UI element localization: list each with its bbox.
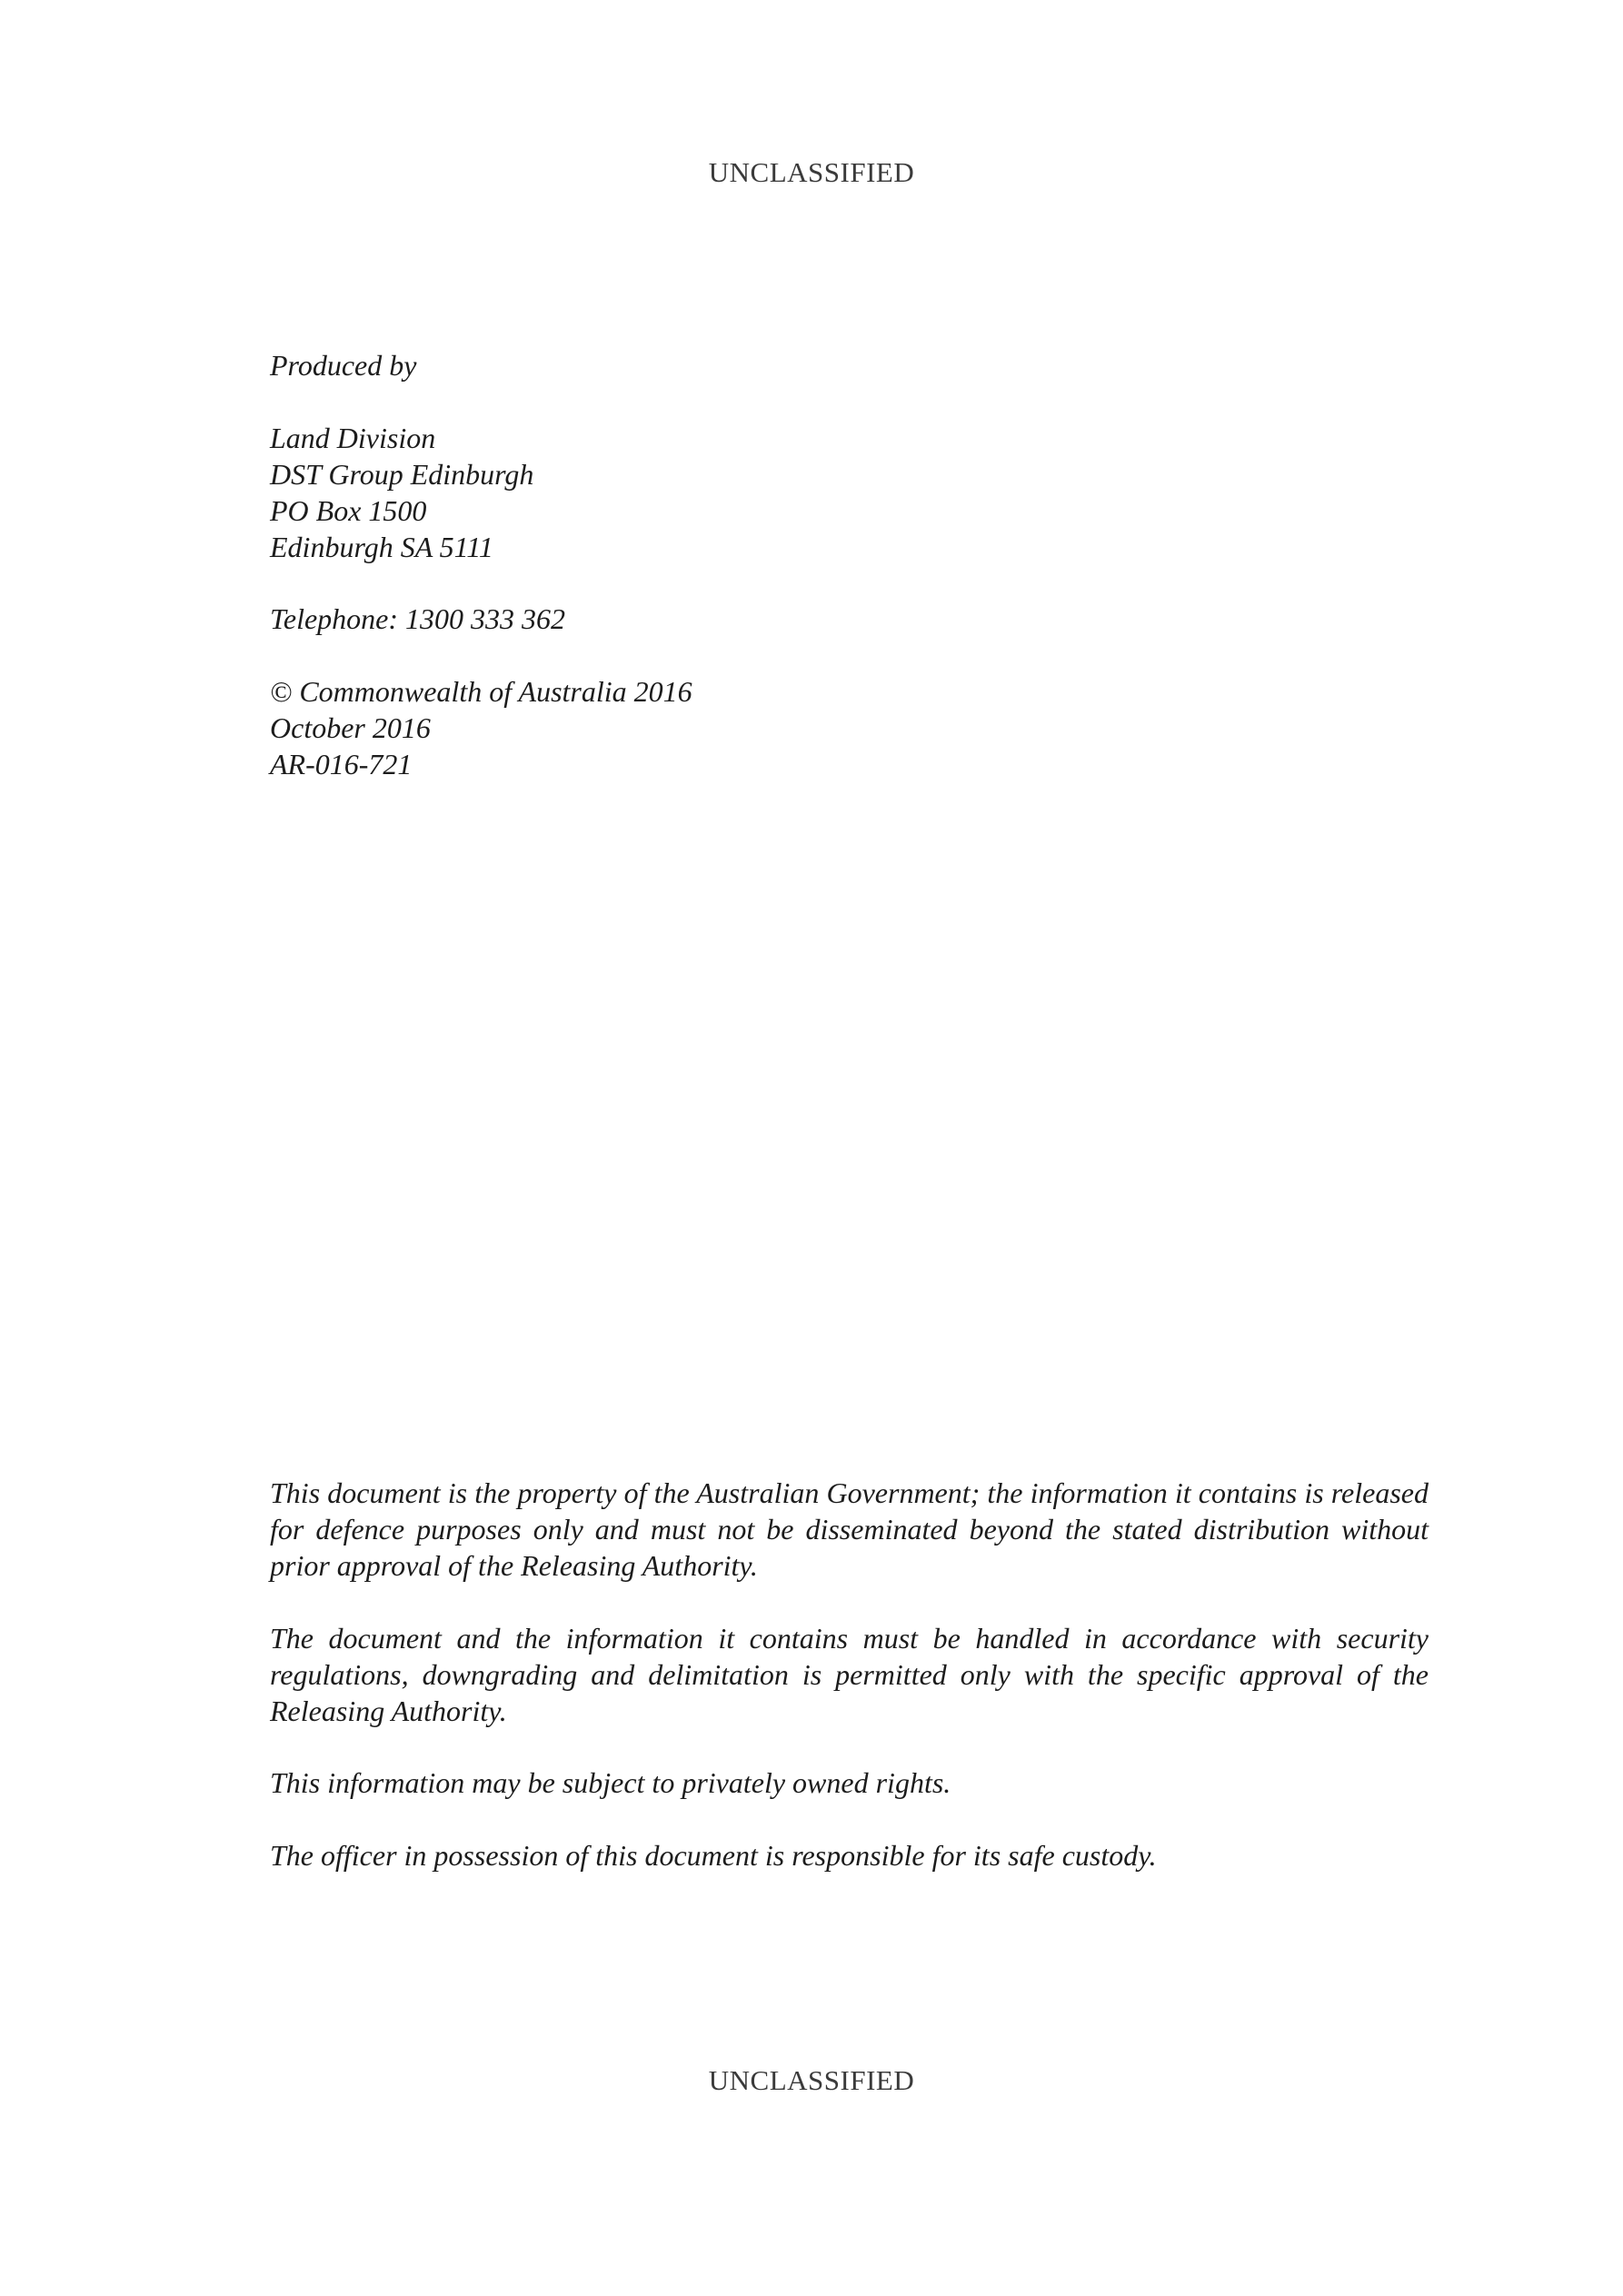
telephone-block	[270, 601, 565, 637]
address-line-po-box: PO Box 1500	[270, 494, 427, 527]
produced-by-label	[270, 347, 416, 383]
classification-header: UNCLASSIFIED	[708, 156, 915, 188]
address-block	[270, 420, 533, 565]
document-number: AR-016-721	[270, 748, 413, 780]
copyright-line: © Commonwealth of Australia 2016	[270, 675, 692, 708]
produced-by-text: Produced by	[270, 349, 417, 382]
classification-footer: UNCLASSIFIED	[708, 2064, 915, 2096]
notice-rights: This information may be subject to privately owned rights.	[270, 1766, 951, 1799]
telephone-text: Telephone: 1300 333 362	[270, 602, 566, 635]
address-line-city: Edinburgh SA 5111	[270, 531, 493, 563]
copyright-block	[270, 673, 692, 782]
address-line-organisation: DST Group Edinburgh	[270, 458, 534, 491]
publication-date: October 2016	[270, 711, 431, 744]
notice-handling: The document and the information it contains must be handled in accordance with security regulations, downgrading and delimitation is permitted only with the specific approval of the Releasing Authority.	[270, 1622, 1429, 1727]
address-line-division: Land Division	[270, 422, 436, 454]
notice-custody: The officer in possession of this document is responsible for its safe custody.	[270, 1839, 1157, 1872]
notice-property: This document is the property of the Australian Government; the information it contains is released for defence purposes only and must not be disseminated beyond the stated distribution without prior approval of the Releasing Authority.	[270, 1476, 1429, 1582]
